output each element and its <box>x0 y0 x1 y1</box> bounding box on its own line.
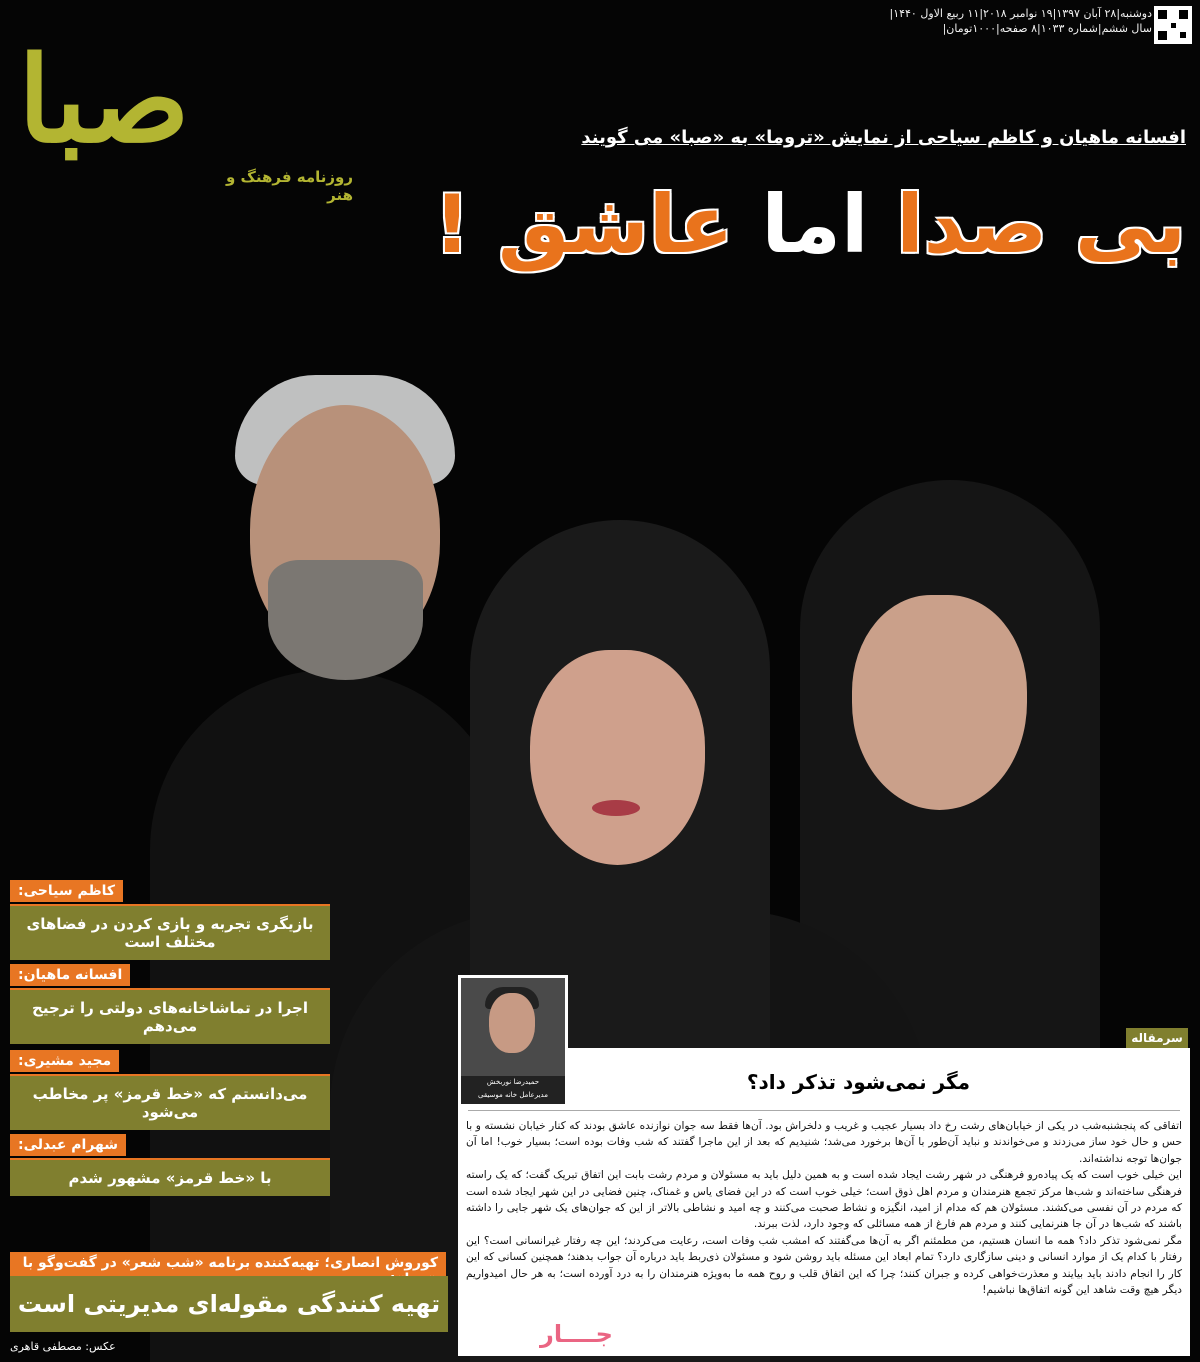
editorial-paragraph: این خیلی خوب است که یک پیاده‌رو فرهنگی در شهر رشت ایجاد شده است و به همین دلیل باید به مسئولان و مردم رشت بابت این اتفاق تبریک گفت؛ که یک راسته فرهنگی ساخته‌اند و شب‌ها مرکز تجمع هنرمندان و مردم اهل ذوق است؛ خیلی خوب است که در این فضای یاس و غمناک، چنین فضایی در این شهر ایجاد شده است که مردم در آن نفسی می‌کشند. مسئولان هم که مدام از امید، انگیزه و نشاط صحبت می‌کنند و چه امید و نشاطی بالاتر از این که جوان‌های یک شهر جایی را داشته باشند که شب‌ها در آن جا هنرنمایی کنند و مردم هم فارغ از همه مسائلی که وجود دارد، لذت ببرند. <box>466 1169 1182 1231</box>
side-item-quote[interactable]: بازیگری تجربه و بازی کردن در فضاهای مختلف است <box>10 904 330 960</box>
cover-headline <box>434 178 1186 271</box>
qr-code-icon <box>1154 6 1192 44</box>
editorial-section-label: سرمقاله <box>1126 1028 1188 1048</box>
feature-title[interactable]: تهیه کنندگی مقوله‌ای مدیریتی است <box>10 1276 448 1332</box>
watermark-logo: جــــار <box>540 1320 613 1348</box>
author-face <box>489 993 535 1053</box>
woman-center-face <box>530 650 705 865</box>
author-role: مدیرعامل خانه موسیقی <box>478 1091 548 1099</box>
editorial-body <box>466 1118 1182 1298</box>
side-item-name: شهرام عبدلی: <box>10 1134 126 1156</box>
date-issue-info <box>889 6 1152 36</box>
photo-credit: عکس: مصطفی قاهری <box>10 1340 116 1353</box>
editorial-divider <box>468 1110 1180 1111</box>
side-item-name: افسانه ماهیان: <box>10 964 130 986</box>
author-caption <box>461 1076 565 1104</box>
side-item-name: کاظم سیاحی: <box>10 880 123 902</box>
editorial-paragraph: مگر نمی‌شود تذکر داد؟ همه ما انسان هستیم، من مطمئنم اگر به آن‌ها می‌گفتند که امشب شب وفات است، رعایت می‌کردند؛ این چه رفتار غیرانسانی است؟ این رفتار با کدام یک از موارد انسانی و دینی سازگاری دارد؟ تمام ابعاد این مسئله باید روشن شود و مسئولان ذی‌ربط باید درباره آن جواب بدهند؛ همچنین کسانی که این کار را انجام دادند باید بیایند و معذرت‌خواهی کرده و جبران کنند؛ چرا که این اتفاق قلب و روح همه ما به‌ویژه هنرمندان را به درد آورده است؛ به هر حال امیدواریم دیگر هیچ وقت شاهد این گونه اتفاق‌ها نباشیم! <box>466 1234 1182 1297</box>
author-photo-frame <box>458 975 568 1107</box>
logo-subtitle: روزنامه فرهنگ و هنر <box>225 168 353 204</box>
issue-line: سال ششم|شماره ۱۰۳۳|۸ صفحه|۱۰۰۰تومان| <box>942 22 1152 35</box>
date-line: دوشنبه|۲۸ آبان ۱۳۹۷|۱۹ نوامبر ۲۰۱۸|۱۱ ربیع الاول ۱۴۴۰| <box>889 7 1152 20</box>
man-beard <box>268 560 423 680</box>
cover-kicker: افسانه ماهیان و کاظم سیاحی از نمایش «تروما» به «صبا» می گویند <box>581 127 1186 148</box>
author-name: حمیدرضا نوربخش <box>486 1078 540 1086</box>
side-item-quote[interactable]: می‌دانستم که «خط قرمز» پر مخاطب می‌شود <box>10 1074 330 1130</box>
side-item-quote[interactable]: با «خط قرمز» مشهور شدم <box>10 1158 330 1196</box>
editorial-title[interactable]: مگر نمی‌شود تذکر داد؟ <box>746 1070 970 1094</box>
side-item-name: مجید مشیری: <box>10 1050 119 1072</box>
logo-text: صبا <box>18 30 190 169</box>
side-item-quote[interactable]: اجرا در تماشاخانه‌های دولتی را ترجیح می‌دهم <box>10 988 330 1044</box>
headline-part-3: عاشق ! <box>433 178 762 271</box>
headline-part-2: اما <box>761 178 869 271</box>
newspaper-logo <box>8 30 353 204</box>
woman-center-lips <box>592 800 640 816</box>
author-photo <box>461 978 565 1076</box>
editorial-paragraph: اتفاقی که پنجشنبه‌شب در یکی از خیابان‌های رشت رخ داد بسیار عجیب و غریب و دلخراش بود. آن‌ها فقط سه جوان نوازنده عاشق بودند که کنار خیابان نشسته و با حس و حال خود ساز می‌زدند و می‌خواندند و نباید آن‌طور با آن‌ها برخورد می‌شد؛ شنیدیم که بعد از این ماجرا گفتند که شب وفات بوده است؛ بسیار خوب! اما آن جوان‌ها توجه نداشته‌اند. <box>466 1120 1182 1165</box>
headline-part-1: بی صدا <box>868 178 1186 271</box>
feature-kicker: کوروش انصاری؛ تهیه‌کننده برنامه «شب شعر» در گفت‌وگو با <box>10 1252 446 1290</box>
woman-right-face <box>852 595 1027 810</box>
